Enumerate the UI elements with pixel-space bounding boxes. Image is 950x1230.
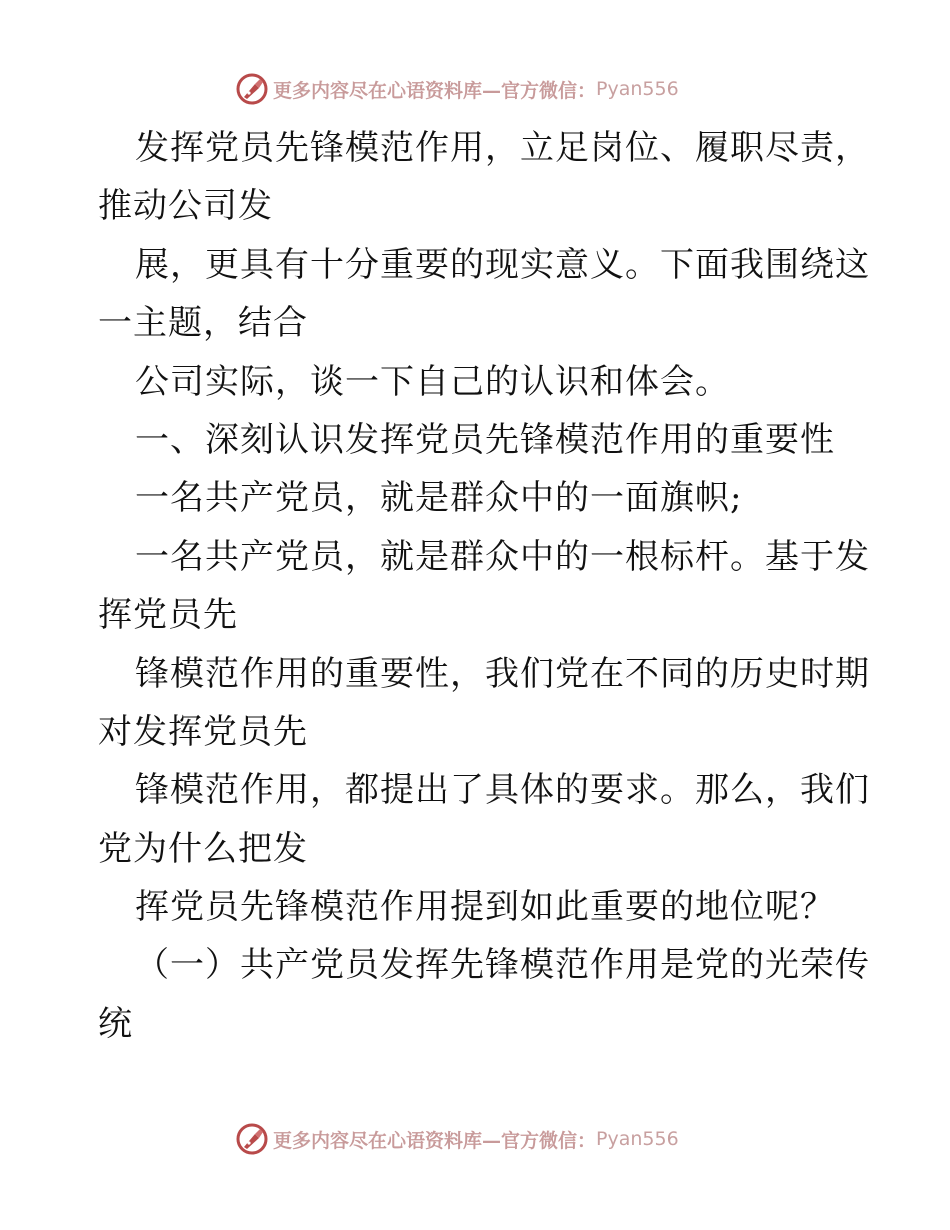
paragraph-line: 挥党员先锋模范作用提到如此重要的地位呢？ <box>135 887 835 928</box>
pen-nib-circle-icon <box>235 1122 269 1156</box>
paragraph-line: 发挥党员先锋模范作用，立足岗位、履职尽责， <box>135 128 870 168</box>
paragraph-line: 推动公司发 <box>98 186 273 227</box>
paragraph-line: 公司实际，谈一下自己的认识和体会。 <box>135 361 730 402</box>
paragraph-line: 挥党员先 <box>98 595 238 636</box>
paragraph-line: 统 <box>98 1003 133 1044</box>
document-body <box>98 119 870 1053</box>
pen-nib-circle-icon <box>235 72 269 106</box>
paragraph-line: 一名共产党员，就是群众中的一根标杆。基于发 <box>135 536 870 577</box>
footer-watermark <box>235 1122 679 1156</box>
header-watermark <box>235 72 679 106</box>
paragraph-line: 展，更具有十分重要的现实意义。下面我围绕这 <box>135 244 870 285</box>
watermark-wechat-id: Pyan556 <box>596 78 679 100</box>
watermark-text: 更多内容尽在心语资料库—官方微信： <box>273 1129 597 1152</box>
paragraph-line: 党为什么把发 <box>98 828 308 869</box>
subsection-heading: （一）共产党员发挥先锋模范作用是党的光荣传 <box>135 945 870 986</box>
watermark-text: 更多内容尽在心语资料库—官方微信： <box>273 79 597 102</box>
paragraph-line: 锋模范作用的重要性，我们党在不同的历史时期 <box>135 653 870 694</box>
section-heading: 一、深刻认识发挥党员先锋模范作用的重要性 <box>135 419 835 460</box>
paragraph-line: 一主题，结合 <box>98 303 308 344</box>
paragraph-line: 对发挥党员先 <box>98 711 308 752</box>
watermark-wechat-id: Pyan556 <box>596 1128 679 1150</box>
paragraph-line: 一名共产党员，就是群众中的一面旗帜; <box>135 478 743 519</box>
paragraph-line: 锋模范作用，都提出了具体的要求。那么，我们 <box>135 770 870 811</box>
